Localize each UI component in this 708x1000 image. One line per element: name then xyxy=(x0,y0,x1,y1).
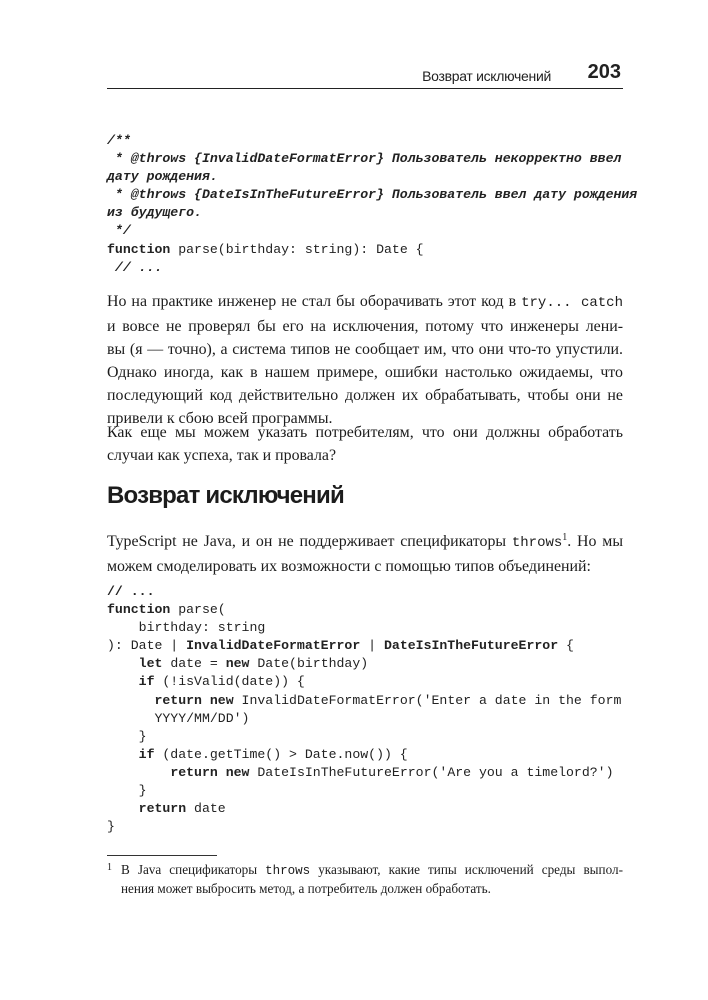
footnote-divider xyxy=(107,855,217,856)
text-span: . Но мы xyxy=(567,533,623,550)
paragraph xyxy=(107,290,623,430)
text-span: Но на практике инженер не стал бы оборачивать этот код в xyxy=(107,293,522,310)
code-line: * @throws {DateIsInTheFutureError} Пользователь ввел дату рождения xyxy=(107,187,638,203)
code-type: InvalidDateFormatError xyxy=(186,638,361,654)
text-line: Как еще мы можем указать потребителям, что они должны обработать xyxy=(107,424,623,441)
text-line xyxy=(121,861,623,880)
page-number: 203 xyxy=(587,61,621,83)
code-line: birthday: string xyxy=(107,620,266,636)
footnote-text xyxy=(121,861,623,898)
code-line: } xyxy=(107,783,147,799)
running-header xyxy=(107,58,623,89)
text-line xyxy=(107,290,623,315)
inline-code: try... catch xyxy=(521,295,623,311)
code-text: date = xyxy=(162,656,226,672)
code-type: DateIsInTheFutureError xyxy=(384,638,559,654)
code-line xyxy=(107,764,621,782)
code-line: // ... xyxy=(107,259,163,275)
code-line: * @throws {InvalidDateFormatError} Пользователь некорректно ввел xyxy=(107,151,622,167)
running-header-title: Возврат исключений xyxy=(422,68,551,84)
text-line xyxy=(107,530,623,555)
code-line xyxy=(107,673,621,691)
code-line xyxy=(107,601,621,619)
code-line xyxy=(107,692,621,710)
text-line: привели к сбою всей программы. xyxy=(107,410,333,427)
code-block-parse xyxy=(107,583,621,836)
code-line xyxy=(107,241,637,259)
code-line: YYYY/MM/DD') xyxy=(107,710,250,726)
text-line: последующий код действительно должен их обрабатывать, чтобы они не xyxy=(107,387,623,404)
code-line xyxy=(107,800,621,818)
code-text: { xyxy=(558,638,574,654)
code-text: | xyxy=(360,638,384,654)
code-line xyxy=(107,746,621,764)
code-text: date xyxy=(186,801,226,817)
code-text: DateIsInTheFutureError('Are you a timelord?') xyxy=(249,764,614,780)
code-keyword: if xyxy=(138,746,155,762)
code-line xyxy=(107,637,621,655)
paragraph xyxy=(107,530,623,578)
code-block-jsdoc xyxy=(107,132,637,277)
text-span: В Java спецификаторы xyxy=(121,862,266,877)
code-text: Date(birthday) xyxy=(249,656,369,672)
code-keyword: function xyxy=(107,602,171,618)
text-line: нения может выбросить метод, а потребитель должен обработать. xyxy=(121,881,491,896)
code-line xyxy=(107,655,621,673)
paragraph xyxy=(107,421,623,467)
text-line: случаи как успеха, так и провала? xyxy=(107,447,337,464)
code-keyword: if xyxy=(138,674,155,690)
text-line: можем смоделировать их возможности с помощью типов объединений: xyxy=(107,558,591,575)
code-line: // ... xyxy=(107,584,155,599)
code-text: birthday: string): Date { xyxy=(225,241,424,257)
code-keyword: return xyxy=(138,801,187,817)
code-keyword: function xyxy=(107,241,171,257)
footnote-marker: 1 xyxy=(107,862,112,873)
code-text: (!isValid(date)) { xyxy=(154,674,305,690)
footnote xyxy=(107,861,623,898)
code-keyword: new xyxy=(209,692,234,708)
code-line: */ xyxy=(107,223,131,239)
code-text: InvalidDateFormatError('Enter a date in the form xyxy=(233,692,622,708)
text-span: TypeScript не Java, и он не поддерживает спецификаторы xyxy=(107,533,512,550)
code-keyword: return xyxy=(154,692,202,708)
text-span: указывают, какие типы исключений среды выпол- xyxy=(310,862,623,877)
code-text: parse( xyxy=(170,602,226,618)
code-keyword: let xyxy=(138,656,163,672)
inline-code: throws xyxy=(511,535,563,551)
code-line: дату рождения. xyxy=(107,169,218,185)
code-text: ): Date | xyxy=(107,638,187,654)
section-heading: Возврат исключений xyxy=(107,482,344,509)
inline-code: throws xyxy=(265,864,311,878)
text-line: Однако иногда, как в нашем примере, ошибки настолько ожидаемы, что xyxy=(107,364,623,381)
code-keyword: new xyxy=(225,656,250,672)
code-keyword: return xyxy=(170,764,218,780)
code-line: из будущего. xyxy=(107,205,202,221)
text-line: вы (я — точно), а система типов не сообщает им, что они что-то упустили. xyxy=(107,341,623,358)
code-line: /** xyxy=(107,133,131,148)
code-line: } xyxy=(107,728,147,744)
code-keyword: new xyxy=(225,764,250,780)
text-line: и вовсе не проверял бы его на исключения, потому что инженеры лени- xyxy=(107,318,623,335)
code-text: parse( xyxy=(178,241,226,257)
code-line: } xyxy=(107,819,115,835)
footnote-ref[interactable]: 1 xyxy=(562,532,568,543)
code-text: (date.getTime() > Date.now()) { xyxy=(154,746,408,762)
